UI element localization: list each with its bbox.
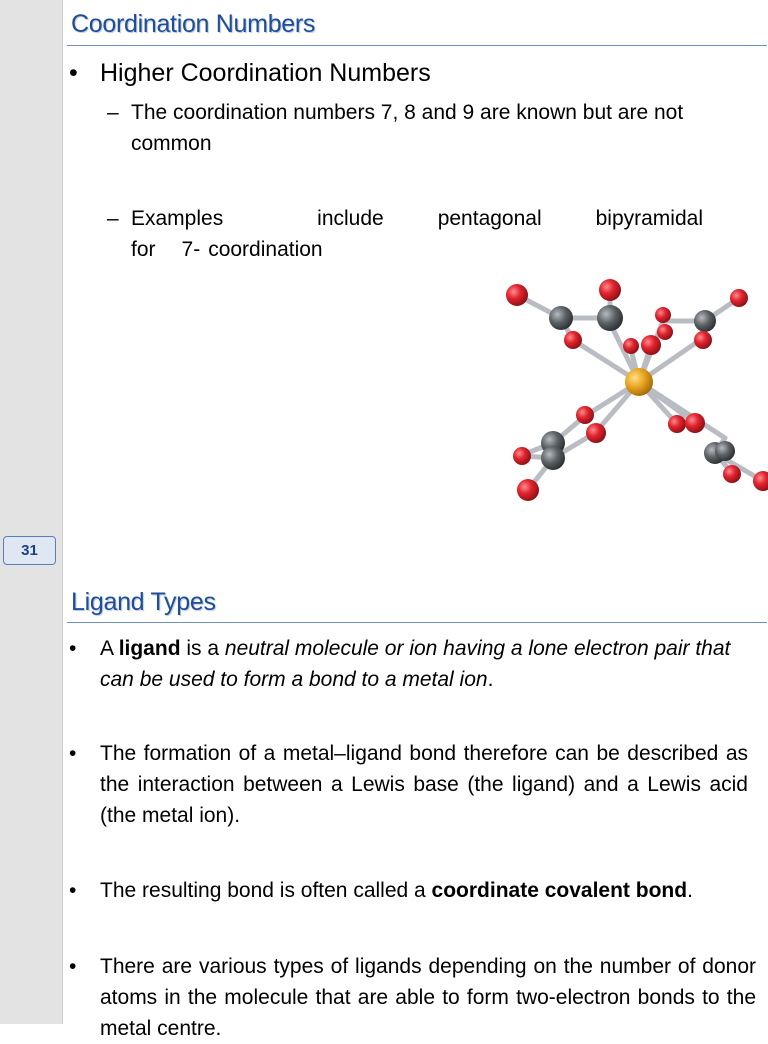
text: A <box>100 637 119 660</box>
examples-line-1 <box>131 203 703 234</box>
slide-number: 31 <box>21 542 38 559</box>
title-rule <box>67 45 767 46</box>
word: bipyramidal <box>595 207 703 230</box>
bullet-dot: • <box>69 955 77 978</box>
word: Examples <box>131 207 224 230</box>
bullet-text: There are various types of ligands depending on the number of donor atoms in the molecule that are able to form two-electron bonds to the metal centre. <box>100 955 756 1040</box>
bullet-dot: • <box>69 637 77 660</box>
bullet-dot: • <box>69 879 77 902</box>
examples-line-2 <box>131 234 731 265</box>
text: . <box>487 668 494 691</box>
title-rule <box>67 622 767 623</box>
slide-number-badge[interactable] <box>3 536 56 565</box>
word: pentagonal <box>437 207 542 230</box>
bullet-text: The formation of a metal–ligand bond therefore can be described as the interaction between a Lewis base (the ligand) and a Lewis acid (the metal ion). <box>100 742 748 827</box>
word: include <box>317 207 384 230</box>
slide-title-coordination: Coordination Numbers <box>71 10 316 38</box>
dash: – <box>107 101 119 124</box>
coordinate-covalent-term: coordinate covalent bond <box>431 879 688 902</box>
word: coordination <box>208 238 323 261</box>
word: 7- <box>181 238 201 261</box>
bullet-dot: • <box>69 742 77 765</box>
word: for <box>131 238 156 261</box>
bullet-text: Higher Coordination Numbers <box>100 59 431 87</box>
text: The resulting bond is often called a <box>100 879 432 902</box>
ligand-definition: neutral molecule or ion having a lone electron pair that can be used to form a bond to a metal ion <box>100 637 731 691</box>
text: is a <box>180 637 225 660</box>
slide-title-ligand-types: Ligand Types <box>71 588 216 616</box>
ligand-term: ligand <box>118 637 181 660</box>
sub-bullet-text: The coordination numbers 7, 8 and 9 are known but are not common <box>131 101 684 155</box>
text: . <box>687 879 693 902</box>
pentagonal-bipyramidal-complex-image <box>425 268 725 513</box>
dash: – <box>107 207 119 230</box>
thumbnail-strip <box>0 0 63 1024</box>
bullet-dot: • <box>69 59 78 87</box>
page <box>63 0 768 1040</box>
